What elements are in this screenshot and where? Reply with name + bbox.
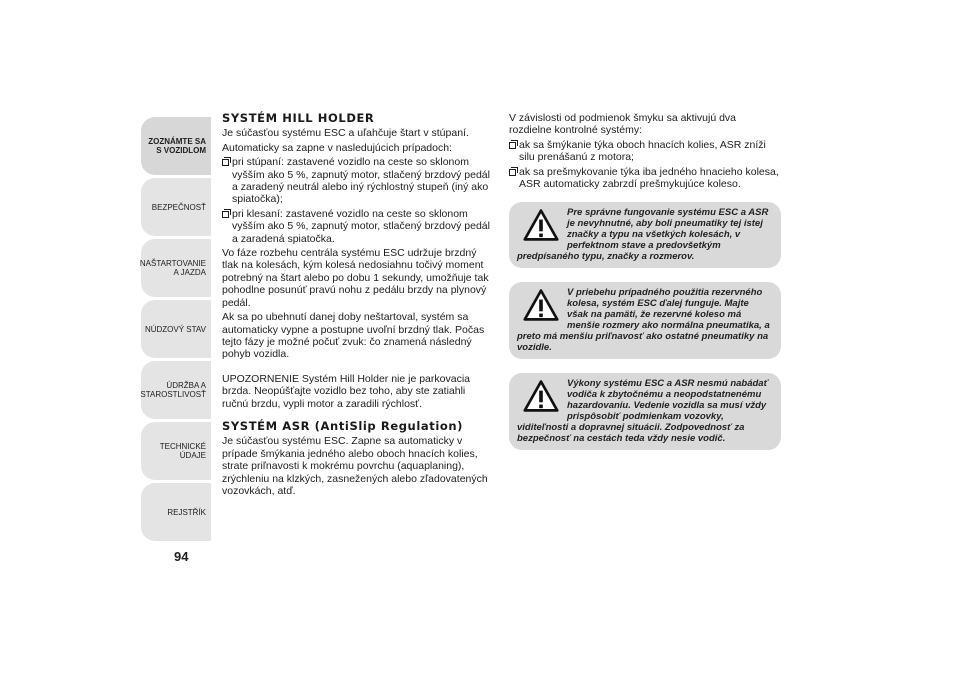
chapter-sidebar: [141, 117, 211, 544]
tab-zoznamte-sa[interactable]: [141, 117, 211, 175]
warning-triangle-icon: [523, 207, 559, 243]
tab-udrzba[interactable]: [141, 361, 211, 419]
warning-triangle-icon: [523, 378, 559, 414]
left-column: [222, 112, 490, 499]
paragraph: Vo fáze rozbehu centrála systému ESC udržuje brzdný tlak na kolesách, kým kolesá nedosiahnu točivý moment potrebný na štart alebo po dobu 1 sekundy, umožňuje tak pohodlne posunúť pravú nohu z pedálu brzdy na plynový pedál.: [222, 247, 489, 309]
tab-label: NAŠTARTOVANIE A JAZDA: [139, 259, 206, 277]
list-item: [222, 156, 490, 206]
note-paragraph: UPOZORNENIE Systém Hill Holder nie je parkovacia brzda. Neopúšťajte vozidlo bez toho, aby ste zatiahli ručnú brzdu, vypli motor a zaradili rýchlosť.: [222, 372, 470, 410]
tab-nastartovanie[interactable]: [141, 239, 211, 297]
heading-hill-holder: SYSTÉM HILL HOLDER: [222, 111, 375, 125]
paragraph: Je súčasťou systému ESC a uľahčuje štart v stúpaní.: [222, 127, 469, 140]
tab-label: TECHNICKÉ ÚDAJE: [159, 442, 206, 460]
warning-triangle-icon: [523, 287, 559, 323]
tab-label: NÚDZOVÝ STAV: [144, 324, 206, 334]
warning-text: V priebehu prípadného použitia rezervného kolesa, systém ESC ďalej funguje. Majte však na pamäti, že rezervné koleso má menšie rozmery ako normálna pneumatika, a preto má menšiu priľnavosť ako ostatné pneumatiky na vozidle.: [517, 287, 770, 354]
tab-technicke-udaje[interactable]: [141, 422, 211, 480]
tab-nudzovy-stav[interactable]: [141, 300, 211, 358]
checkbox-bullet-icon: [222, 159, 229, 166]
paragraph: Je súčasťou systému ESC. Zapne sa automaticky v prípade šmýkania jedného alebo oboch hnacích kolies, strate priľnavosti k mokrému povrchu (aquaplaning), zrýchleniu na klzkých, zasnežených alebo zľadovatených vozovkách, atď.: [222, 435, 488, 497]
checkbox-bullet-icon: [509, 142, 516, 149]
tab-bezpecnost[interactable]: [141, 178, 211, 236]
tab-label: BEZPEČNOSŤ: [151, 202, 206, 212]
paragraph: Ak sa po ubehnutí danej doby neštartoval, systém sa automaticky vypne a postupne uvoľní brzdný tlak. Počas tejto fázy je možné počuť zvuk: čo znamená následný pohyb vozidla.: [222, 311, 485, 361]
paragraph: V závislosti od podmienok šmyku sa aktivujú dva rozdielne kontrolné systémy:: [509, 112, 737, 137]
tab-label: ZOZNÁMTE SA S VOZIDLOM: [148, 137, 206, 155]
list-item: [222, 208, 490, 245]
list-item-text: ak sa prešmykovanie týka iba jedného hnacieho kolesa, ASR automaticky zabrzdí prešmykujúce koleso.: [519, 165, 779, 191]
checkbox-bullet-icon: [222, 211, 229, 218]
warning-text: Pre správne fungovanie systému ESC a ASR je nevyhnutné, aby boli pneumatiky tej istej značky a typu na všetkých kolesách, v perfektnom stave a predovšetkým predpísaného typu, značky a rozmerov.: [517, 207, 769, 263]
list-item: [509, 139, 781, 164]
warning-text: Výkony systému ESC a ASR nesmú nabádať vodiča k zbytočnému a neopodstatnenému hazardovaniu. Vedenie vozidla sa musí vždy prispôsobiť podmienkam vozovky, viditeľnosti a dopravnej situácii. Zodpovednosť za bezpečnosť na cestách teda vždy nesie vodič.: [517, 378, 769, 445]
paragraph: Automaticky sa zapne v nasledujúcich prípadoch:: [222, 141, 452, 154]
tab-rejstrik[interactable]: [141, 483, 211, 541]
warning-box: [509, 282, 781, 359]
heading-asr: SYSTÉM ASR (AntiSlip Regulation): [222, 418, 464, 433]
warning-box: [509, 202, 781, 268]
spacer: [222, 363, 490, 373]
right-column: [509, 112, 781, 450]
tab-label: ÚDRŽBA A STAROSTLIVOSŤ: [140, 381, 206, 399]
page-number: 94: [174, 549, 189, 564]
checkbox-bullet-icon: [509, 169, 516, 176]
list-item: [509, 166, 781, 191]
warning-box: [509, 373, 781, 450]
list-item-text: pri klesaní: zastavené vozidlo na ceste so sklonom vyšším ako 5 %, zapnutý motor, stlačený brzdový pedál a zaradená spiatočka.: [232, 207, 490, 245]
list-item-text: pri stúpaní: zastavené vozidlo na ceste so sklonom vyšším ako 5 %, zapnutý motor, stlačený brzdový pedál a zaradený neutrál alebo iný rýchlostný stupeň (iný ako spiatočka);: [232, 156, 490, 206]
tab-label: REJSTŘÍK: [167, 507, 206, 517]
list-item-text: ak sa šmýkanie týka oboch hnacích kolies, ASR zníži silu prenášanú z motora;: [519, 138, 766, 164]
